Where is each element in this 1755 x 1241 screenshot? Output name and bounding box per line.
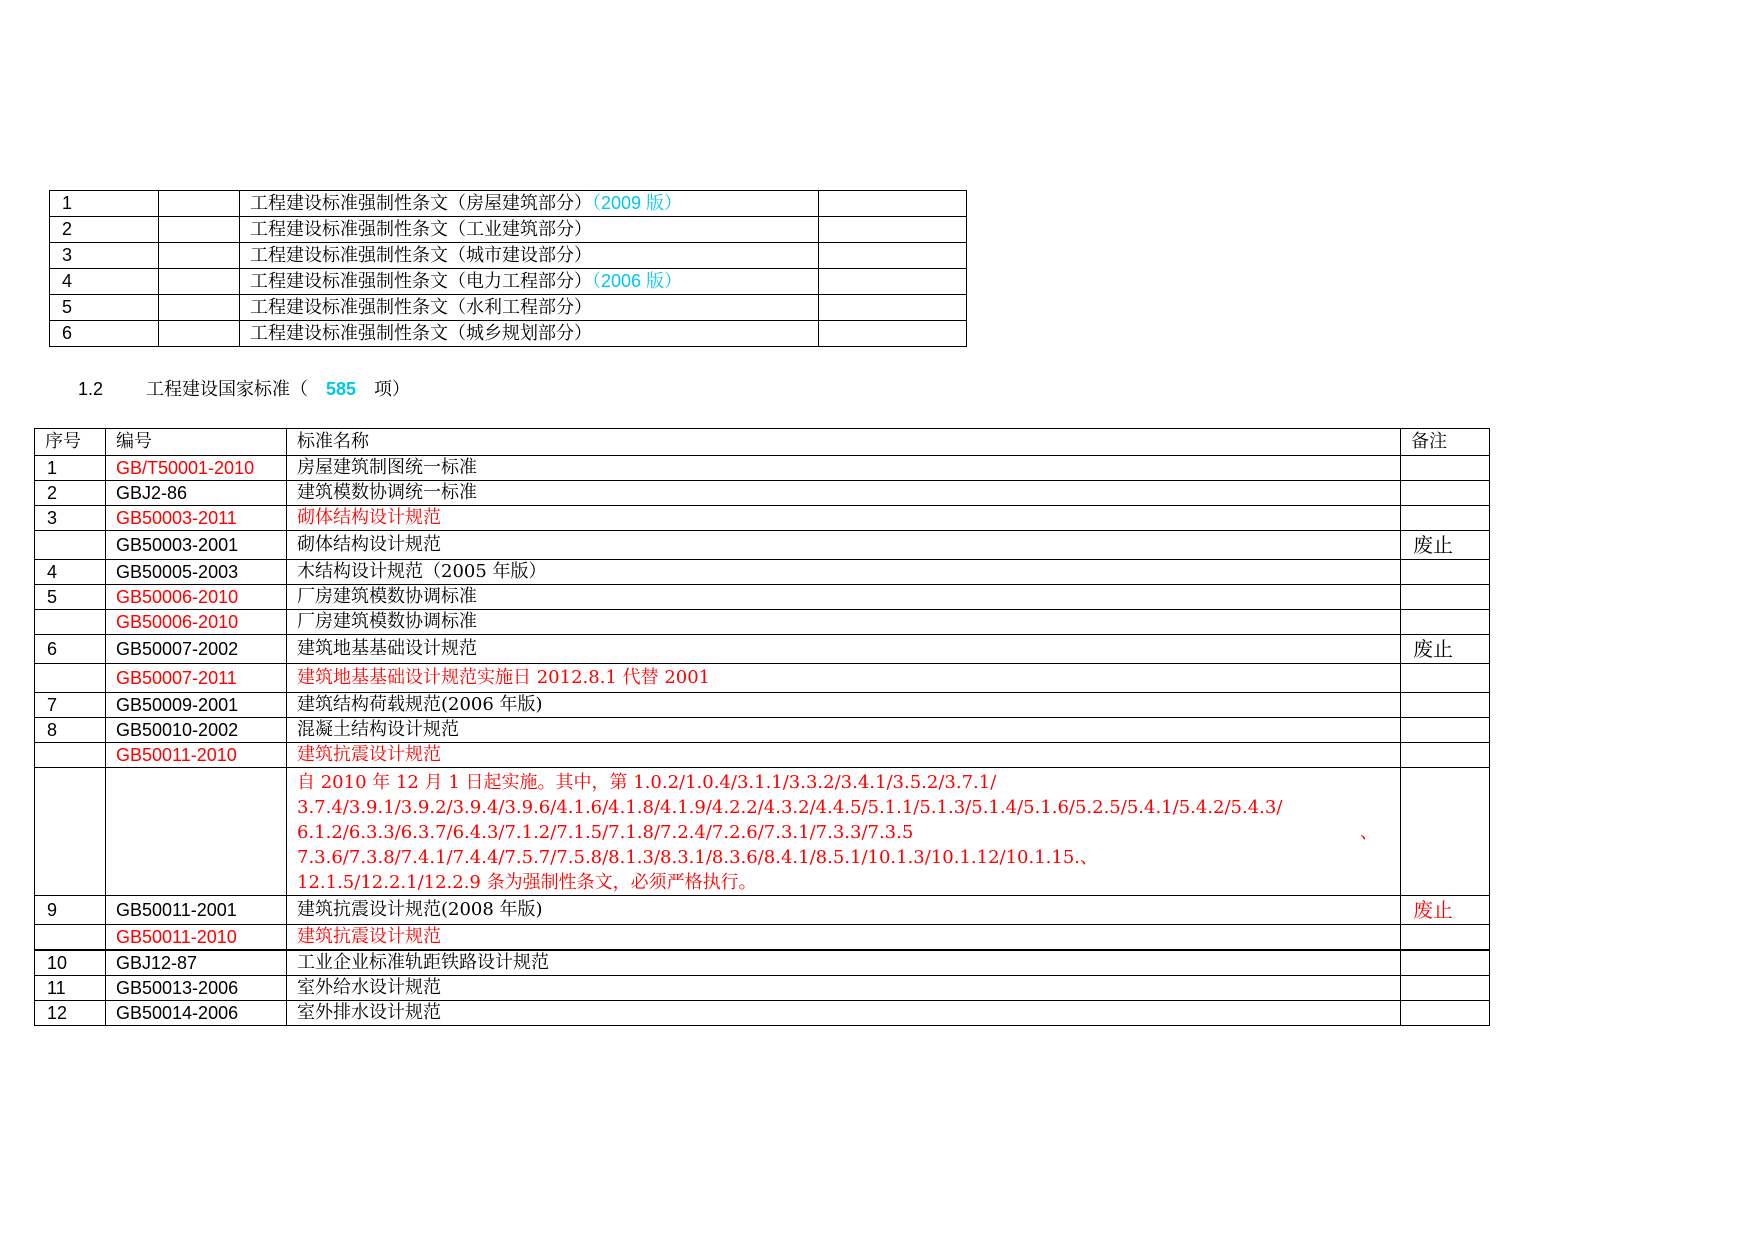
row-code: GB50003-2011 [106, 506, 287, 531]
row-remark [1401, 506, 1490, 531]
row-remark [1401, 481, 1490, 506]
row-number [35, 531, 106, 560]
row-number: 2 [35, 481, 106, 506]
note-row [35, 768, 1490, 896]
table-row [35, 925, 1490, 951]
note-line: 自 2010 年 12 月 1 日起实施。其中，第 1.0.2/1.0.4/3.1.1/3.3.2/3.4.1/3.5.2/3.7.1/ [297, 772, 997, 793]
table-row [50, 269, 967, 295]
row-code [159, 321, 240, 347]
row-code: GB50007-2011 [106, 664, 287, 693]
note-mark: 、 [1360, 822, 1378, 843]
row-name: 建筑地基基础设计规范实施日 2012.8.1 代替 2001 [287, 664, 1401, 693]
row-code: GB/T50001-2010 [106, 456, 287, 481]
row-name: 工程建设标准强制性条文（工业建筑部分） [240, 217, 819, 243]
row-code: GB50005-2003 [106, 560, 287, 585]
row-name: 建筑抗震设计规范 [287, 743, 1401, 768]
note-line: 6.1.2/6.3.3/6.3.7/6.4.3/7.1.2/7.1.5/7.1.8/7.2.4/7.2.6/7.3.1/7.3.3/7.3.5 [297, 822, 914, 843]
row-remark [1401, 925, 1490, 951]
row-number: 3 [50, 243, 159, 269]
row-remark [1401, 976, 1490, 1001]
row-code [159, 243, 240, 269]
header-code: 编号 [106, 429, 287, 456]
row-code: GB50014-2006 [106, 1001, 287, 1026]
row-number [35, 664, 106, 693]
edition-label: （2009 版） [592, 193, 683, 213]
row-number [35, 743, 106, 768]
row-code: GB50006-2010 [106, 585, 287, 610]
row-code [159, 191, 240, 217]
row-name: 建筑地基基础设计规范 [287, 635, 1401, 664]
row-name: 室外排水设计规范 [287, 1001, 1401, 1026]
row-remark [1401, 610, 1490, 635]
table-row [50, 217, 967, 243]
table-row [35, 456, 1490, 481]
row-number: 4 [50, 269, 159, 295]
row-name: 混凝土结构设计规范 [287, 718, 1401, 743]
row-remark [819, 321, 967, 347]
row-number: 2 [50, 217, 159, 243]
row-name: 工程建设标准强制性条文（水利工程部分） [240, 295, 819, 321]
row-code: GB50013-2006 [106, 976, 287, 1001]
row-number: 9 [35, 896, 106, 925]
table-row [35, 950, 1490, 976]
row-remark: 废止 [1401, 635, 1490, 664]
section-heading [78, 376, 410, 403]
row-code: GB50007-2002 [106, 635, 287, 664]
header-no: 序号 [35, 429, 106, 456]
row-remark [1401, 1001, 1490, 1026]
table-row [50, 191, 967, 217]
row-remark: 废止 [1401, 896, 1490, 925]
table-row [35, 743, 1490, 768]
row-remark [819, 269, 967, 295]
row-code: GB50011-2010 [106, 925, 287, 951]
row-number: 5 [50, 295, 159, 321]
row-remark [1401, 743, 1490, 768]
row-name: 工程建设标准强制性条文（城市建设部分） [240, 243, 819, 269]
table-row [35, 506, 1490, 531]
standards-count: 585 [326, 379, 357, 399]
row-name: 厂房建筑模数协调标准 [287, 585, 1401, 610]
table-row [35, 664, 1490, 693]
row-remark [819, 243, 967, 269]
row-name: 砌体结构设计规范 [287, 531, 1401, 560]
table-row [35, 1001, 1490, 1026]
row-number: 10 [35, 950, 106, 976]
row-remark [1401, 456, 1490, 481]
note-line: 12.1.5/12.2.1/12.2.9 条为强制性条文，必须严格执行。 [297, 872, 757, 893]
table-row [35, 635, 1490, 664]
row-code: GB50011-2001 [106, 896, 287, 925]
row-code: GB50006-2010 [106, 610, 287, 635]
row-remark [1401, 585, 1490, 610]
row-code: GB50009-2001 [106, 693, 287, 718]
row-number: 3 [35, 506, 106, 531]
row-number [35, 610, 106, 635]
row-number: 6 [50, 321, 159, 347]
row-name: 厂房建筑模数协调标准 [287, 610, 1401, 635]
table-row [50, 321, 967, 347]
table-row [50, 243, 967, 269]
header-name: 标准名称 [287, 429, 1401, 456]
row-number: 4 [35, 560, 106, 585]
row-remark [1401, 693, 1490, 718]
row-number: 1 [35, 456, 106, 481]
table-row [35, 693, 1490, 718]
row-code [159, 217, 240, 243]
row-code [159, 269, 240, 295]
header-remark: 备注 [1401, 429, 1490, 456]
row-name: 砌体结构设计规范 [287, 506, 1401, 531]
row-number: 11 [35, 976, 106, 1001]
table-row [35, 585, 1490, 610]
row-remark [819, 295, 967, 321]
row-remark [819, 217, 967, 243]
row-name: 建筑抗震设计规范(2008 年版) [287, 896, 1401, 925]
table-row [35, 896, 1490, 925]
table-row [35, 481, 1490, 506]
row-code: GBJ12-87 [106, 950, 287, 976]
row-remark [1401, 664, 1490, 693]
note-line: 3.7.4/3.9.1/3.9.2/3.9.4/3.9.6/4.1.6/4.1.8/4.1.9/4.2.2/4.3.2/4.4.5/5.1.1/5.1.3/5.1.4/5.1.6/5.2.5/5.4.1/5.4.2/5.4.3/ [297, 797, 1283, 818]
section-title-prefix: 工程建设国家标准（ [146, 379, 308, 400]
row-remark [1401, 718, 1490, 743]
row-name: 工程建设标准强制性条文（电力工程部分）（2006 版） [240, 269, 819, 295]
row-remark [1401, 560, 1490, 585]
section-title-suffix: 项） [374, 379, 411, 400]
row-code: GB50011-2010 [106, 743, 287, 768]
mandatory-clauses-note [287, 768, 1401, 896]
row-name: 工程建设标准强制性条文（城乡规划部分） [240, 321, 819, 347]
table-row [35, 531, 1490, 560]
row-name: 建筑结构荷载规范(2006 年版) [287, 693, 1401, 718]
national-standards-table [34, 428, 1490, 1026]
table-row [35, 976, 1490, 1001]
row-name: 工程建设标准强制性条文（房屋建筑部分）（2009 版） [240, 191, 819, 217]
row-name: 建筑抗震设计规范 [287, 925, 1401, 951]
table-row [50, 295, 967, 321]
row-number: 5 [35, 585, 106, 610]
mandatory-provisions-table [49, 190, 967, 347]
table-header-row [35, 429, 1490, 456]
row-code [159, 295, 240, 321]
row-remark [1401, 950, 1490, 976]
row-name: 建筑模数协调统一标准 [287, 481, 1401, 506]
row-code: GBJ2-86 [106, 481, 287, 506]
row-remark: 废止 [1401, 531, 1490, 560]
edition-label: （2006 版） [592, 271, 683, 291]
table-row [35, 560, 1490, 585]
row-code: GB50003-2001 [106, 531, 287, 560]
section-number: 1.2 [78, 379, 104, 399]
row-number: 6 [35, 635, 106, 664]
row-number: 1 [50, 191, 159, 217]
row-number: 7 [35, 693, 106, 718]
row-code: GB50010-2002 [106, 718, 287, 743]
row-name: 木结构设计规范（2005 年版） [287, 560, 1401, 585]
row-number: 8 [35, 718, 106, 743]
row-name: 房屋建筑制图统一标准 [287, 456, 1401, 481]
row-number: 12 [35, 1001, 106, 1026]
row-remark [819, 191, 967, 217]
table-row [35, 718, 1490, 743]
table-row [35, 610, 1490, 635]
row-name: 工业企业标准轨距铁路设计规范 [287, 950, 1401, 976]
note-line: 7.3.6/7.3.8/7.4.1/7.4.4/7.5.7/7.5.8/8.1.3/8.3.1/8.3.6/8.4.1/8.5.1/10.1.3/10.1.12/10.1.15.、 [297, 847, 1099, 868]
row-name: 室外给水设计规范 [287, 976, 1401, 1001]
row-number [35, 925, 106, 951]
